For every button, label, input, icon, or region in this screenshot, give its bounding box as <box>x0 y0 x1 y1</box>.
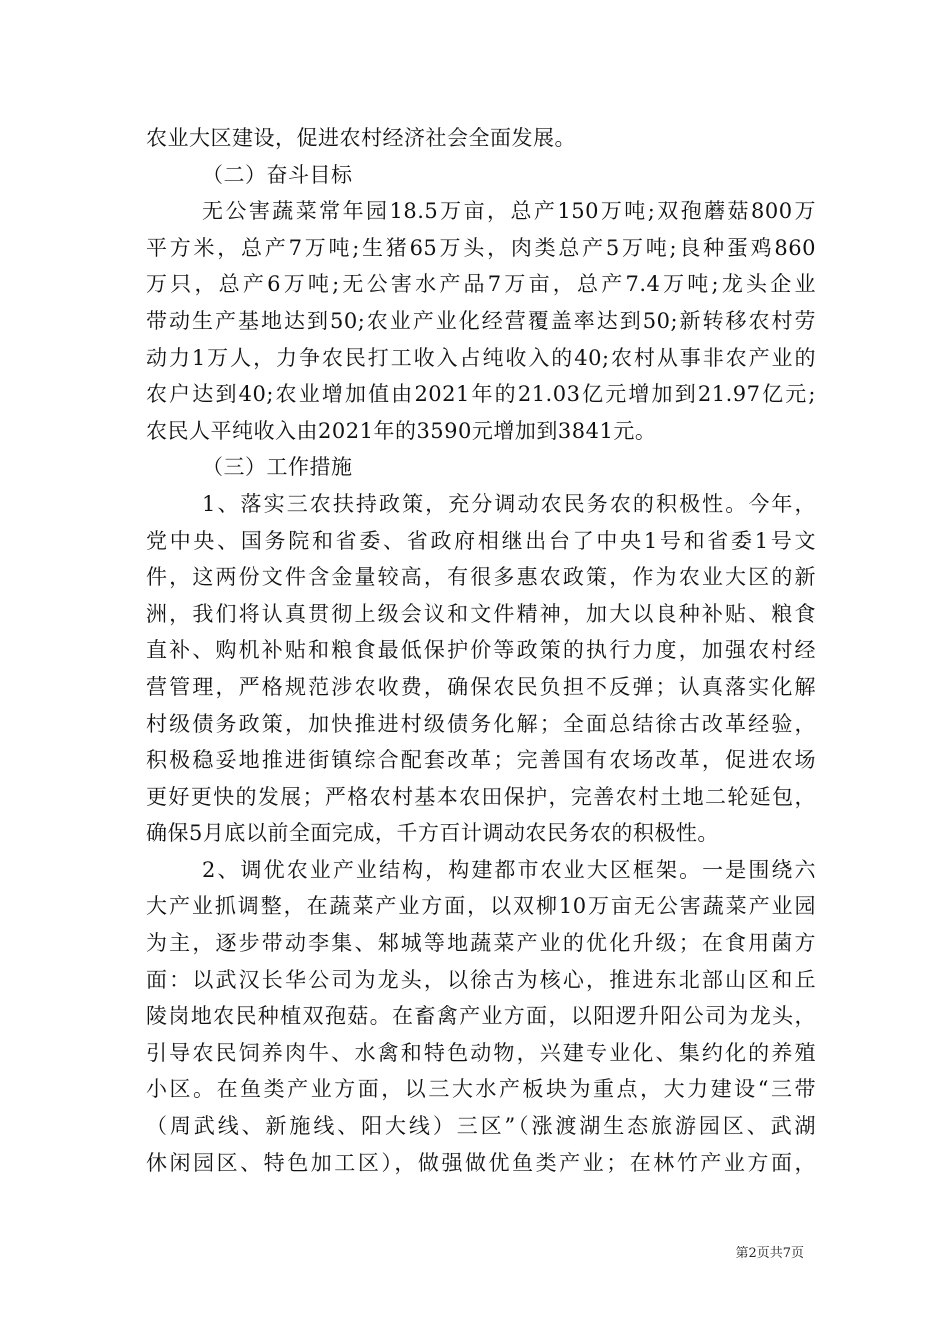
text-line: 无公害蔬菜常年园18.5万亩，总产150万吨;双孢蘑菇800万 <box>202 199 816 224</box>
text-line: 农民人平纯收入由2021年的3590元增加到3841元。 <box>146 418 657 443</box>
text-line: 引导农民饲养肉牛、水禽和特色动物，兴建专业化、集约化的养殖 <box>146 1040 816 1065</box>
text-line: 洲，我们将认真贯彻上级会议和文件精神，加大以良种补贴、粮食 <box>146 601 816 626</box>
text-line: 确保5月底以前全面完成，千方百计调动农民务农的积极性。 <box>146 821 719 846</box>
text-line: 陵岗地农民种植双孢菇。在畜禽产业方面，以阳逻升阳公司为龙头， <box>146 1004 816 1029</box>
text-line: 大产业抓调整，在蔬菜产业方面，以双柳10万亩无公害蔬菜产业园 <box>146 894 816 919</box>
text-line: 农户达到40;农业增加值由2021年的21.03亿元增加到21.97亿元; <box>146 382 816 407</box>
text-line: （周武线、新施线、阳大线）三区”（涨渡湖生态旅游园区、武湖 <box>146 1114 816 1139</box>
text-line: 农业大区建设，促进农村经济社会全面发展。 <box>146 126 576 150</box>
text-line: 万只，总产6万吨;无公害水产品7万亩，总产7.4万吨;龙头企业 <box>146 272 816 297</box>
section-heading-goals: （二）奋斗目标 <box>202 162 353 187</box>
text-line: 小区。在鱼类产业方面，以三大水产板块为重点，大力建设“三带 <box>146 1077 816 1102</box>
text-line: 动力1万人，力争农民打工收入占纯收入的40;农村从事非农产业的 <box>146 345 816 370</box>
document-body <box>146 120 816 1181</box>
text-line: 直补、购机补贴和粮食最低保护价等政策的执行力度，加强农村经 <box>146 638 816 663</box>
text-line: 休闲园区、特色加工区），做强做优鱼类产业；在林竹产业方面， <box>146 1150 816 1175</box>
page-number: 第2页共7页 <box>735 1246 804 1261</box>
text-line: 面：以武汉长华公司为龙头，以徐古为核心，推进东北部山区和丘 <box>146 967 816 992</box>
text-line: 带动生产基地达到50;农业产业化经营覆盖率达到50;新转移农村劳 <box>146 308 816 333</box>
text-line: 2、调优农业产业结构，构建都市农业大区框架。一是围绕六 <box>202 857 816 882</box>
text-line: 为主，逐步带动李集、邾城等地蔬菜产业的优化升级；在食用菌方 <box>146 931 816 956</box>
text-line: 平方米，总产7万吨;生猪65万头，肉类总产5万吨;良种蛋鸡860 <box>146 235 816 260</box>
text-line: 营管理，严格规范涉农收费，确保农民负担不反弹；认真落实化解 <box>146 674 816 699</box>
section-heading-measures: （三）工作措施 <box>202 455 353 480</box>
text-line: 党中央、国务院和省委、省政府相继出台了中央1号和省委1号文 <box>146 528 816 553</box>
text-line: 村级债务政策，加快推进村级债务化解；全面总结徐古改革经验， <box>146 711 816 736</box>
text-line: 更好更快的发展；严格农村基本农田保护，完善农村土地二轮延包， <box>146 784 816 809</box>
text-line: 件，这两份文件含金量较高，有很多惠农政策，作为农业大区的新 <box>146 565 816 590</box>
text-line: 1、落实三农扶持政策，充分调动农民务农的积极性。今年， <box>202 491 816 516</box>
text-line: 积极稳妥地推进街镇综合配套改革；完善国有农场改革，促进农场 <box>146 748 816 773</box>
